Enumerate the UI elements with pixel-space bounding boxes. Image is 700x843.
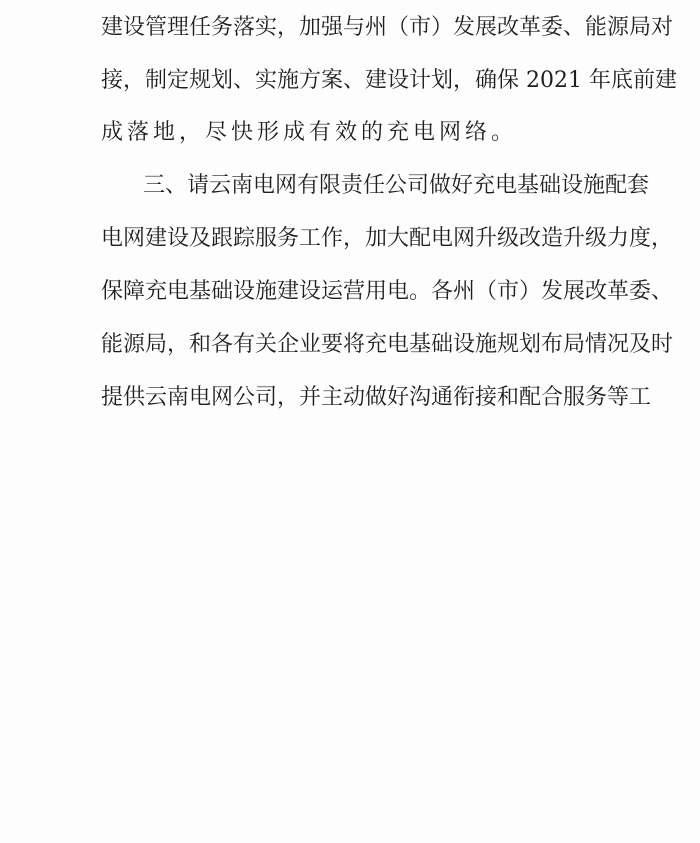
text-line: 电网建设及跟踪服务工作，加大配电网升级改造升级力度，	[101, 226, 674, 251]
text-line: 建设管理任务落实，加强与州（市）发展改革委、能源局对	[101, 15, 674, 40]
text-line: 提供云南电网公司，并主动做好沟通衔接和配合服务等工	[101, 385, 652, 410]
text-line: 成落地，尽快形成有效的充电网络。	[101, 120, 518, 145]
text-line: 接，制定规划、实施方案、建设计划，确保 2021 年底前建	[101, 68, 677, 93]
text-line: 保障充电基础设施建设运营用电。各州（市）发展改革委、	[101, 279, 674, 304]
paragraph-start-line: 三、请云南电网有限责任公司做好充电基础设施配套	[143, 173, 650, 198]
text-line: 能源局，和各有关企业要将充电基础设施规划布局情况及时	[101, 332, 674, 357]
